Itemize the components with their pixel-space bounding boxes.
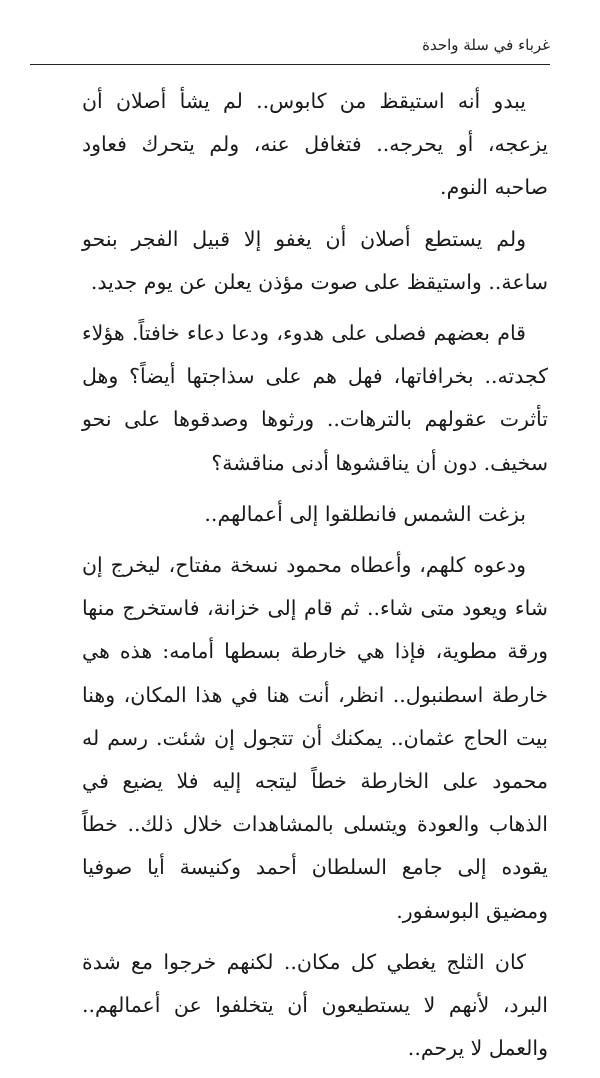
paragraph: ولم يستطع أصلان أن يغفو إلا قبيل الفجر بنحو ساعة.. واستيقظ على صوت مؤذن يعلن عن يوم جديد. <box>82 226 548 294</box>
body-text <box>82 80 548 1078</box>
book-title: غرباء في سلة واحدة <box>422 36 550 54</box>
paragraph: قام بعضهم فصلى على هدوء، ودعا دعاء خافتاً. هؤلاء كجدته.. بخرافاتها، فهل هم على سذاجتها أيضاً؟ وهل تأثرت عقولهم بالترهات.. ورثوها وصدقوها على نحو سخيف. دون أن يناقشوها أدنى مناقشة؟ <box>82 321 548 475</box>
paragraph: يبدو أنه استيقظ من كابوس.. لم يشأ أصلان أن يزعجه، أو يحرجه.. فتغافل عنه، ولم يتحرك فعاود صاحبه النوم. <box>82 89 548 200</box>
paragraph: ودعوه كلهم، وأعطاه محمود نسخة مفتاح، ليخرج إن شاء ويعود متى شاء.. ثم قام إلى خزانة، فاستخرج منها ورقة مطوية، فإذا هي خارطة بسطها أمامه: هذه هي خارطة اسطنبول.. انظر، أنت هنا في هذا المكان، وهنا بيت الحاج عثمان.. يمكنك أن تتجول إن شئت. رسم له محمود على الخارطة خطاً ليتجه إليه فلا يضيع في الذهاب والعودة ويتسلى بالمشاهدات خلال ذلك.. خطاً يقوده إلى جامع السلطان أحمد وكنيسة أيا صوفيا ومضيق البوسفور. <box>82 553 548 923</box>
paragraph: بزغت الشمس فانطلقوا إلى أعمالهم.. <box>204 501 526 526</box>
running-header <box>30 34 550 65</box>
paragraph: كان الثلج يغطي كل مكان.. لكنهم خرجوا مع شدة البرد، لأنهم لا يستطيعون أن يتخلفوا عن أعمالهم.. والعمل لا يرحم.. <box>82 949 548 1061</box>
